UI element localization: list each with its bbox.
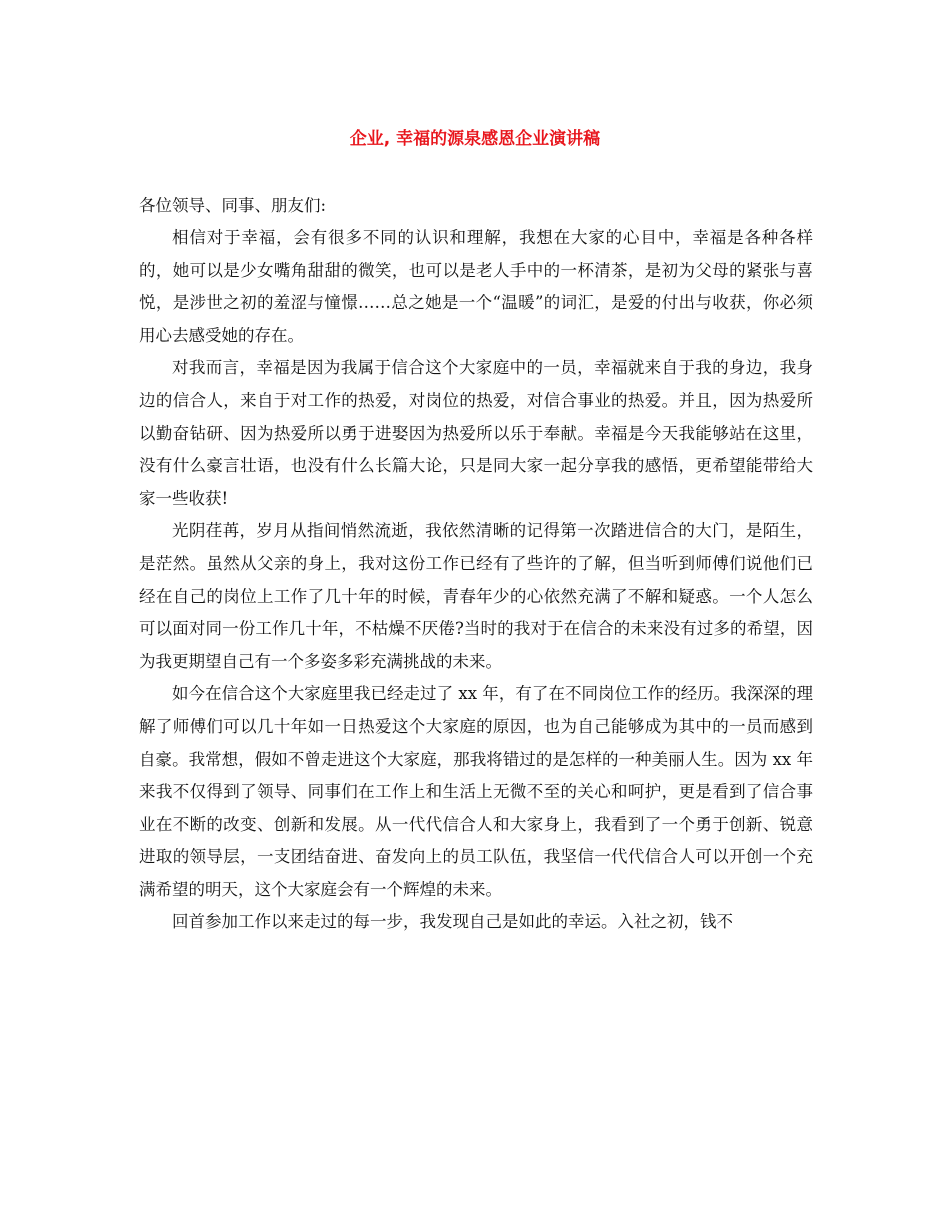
paragraph: 相信对于幸福，会有很多不同的认识和理解，我想在大家的心目中，幸福是各种各样的，她可以是少女嘴角甜甜的微笑，也可以是老人手中的一杯清茶，是初为父母的紧张与喜悦，是涉世之初的羞涩与憧憬……总之她是一个“温暖”的词汇，是爱的付出与收获，你必须用心去感受她的存在。 [139, 228, 813, 345]
document-body [139, 190, 813, 939]
paragraph: 对我而言，幸福是因为我属于信合这个大家庭中的一员，幸福就来自于我的身边，我身边的信合人，来自于对工作的热爱，对岗位的热爱，对信合事业的热爱。并且，因为热爱所以勤奋钻研、因为热爱所以勇于进娶因为热爱所以乐于奉献。幸福是今天我能够站在这里，没有什么豪言壮语，也没有什么长篇大论，只是同大家一起分享我的感悟，更希望能带给大家一些收获! [139, 358, 813, 508]
salutation: 各位领导、同事、朋友们: [139, 196, 327, 215]
paragraph: 如今在信合这个大家庭里我已经走过了 xx 年，有了在不同岗位工作的经历。我深深的理解了师傅们可以几十年如一日热爱这个大家庭的原因，也为自己能够成为其中的一员而感到自豪。我常想，假如不曾走进这个大家庭，那我将错过的是怎样的一种美丽人生。因为 xx 年来我不仅得到了领导、同事们在工作上和生活上无微不至的关心和呵护，更是看到了信合事业在不断的改变、创新和发展。从一代代信合人和大家身上，我看到了一个勇于创新、锐意进取的领导层，一支团结奋进、奋发向上的员工队伍，我坚信一代代信合人可以开创一个充满希望的明天，这个大家庭会有一个辉煌的未来。 [139, 684, 813, 899]
paragraph: 回首参加工作以来走过的每一步，我发现自己是如此的幸运。入社之初，钱不 [172, 912, 733, 932]
document-title: 企业, 幸福的源泉感恩企业演讲稿 [349, 129, 601, 149]
paragraph: 光阴荏苒，岁月从指间悄然流逝，我依然清晰的记得第一次踏进信合的大门，是陌生，是茫然。虽然从父亲的身上，我对这份工作已经有了些许的了解，但当听到师傅们说他们已经在自己的岗位上工作了几十年的时候，青春年少的心依然充满了不解和疑惑。一个人怎么可以面对同一份工作几十年，不枯燥不厌倦?当时的我对于在信合的未来没有过多的希望，因为我更期望自己有一个多姿多彩充满挑战的未来。 [139, 521, 813, 671]
